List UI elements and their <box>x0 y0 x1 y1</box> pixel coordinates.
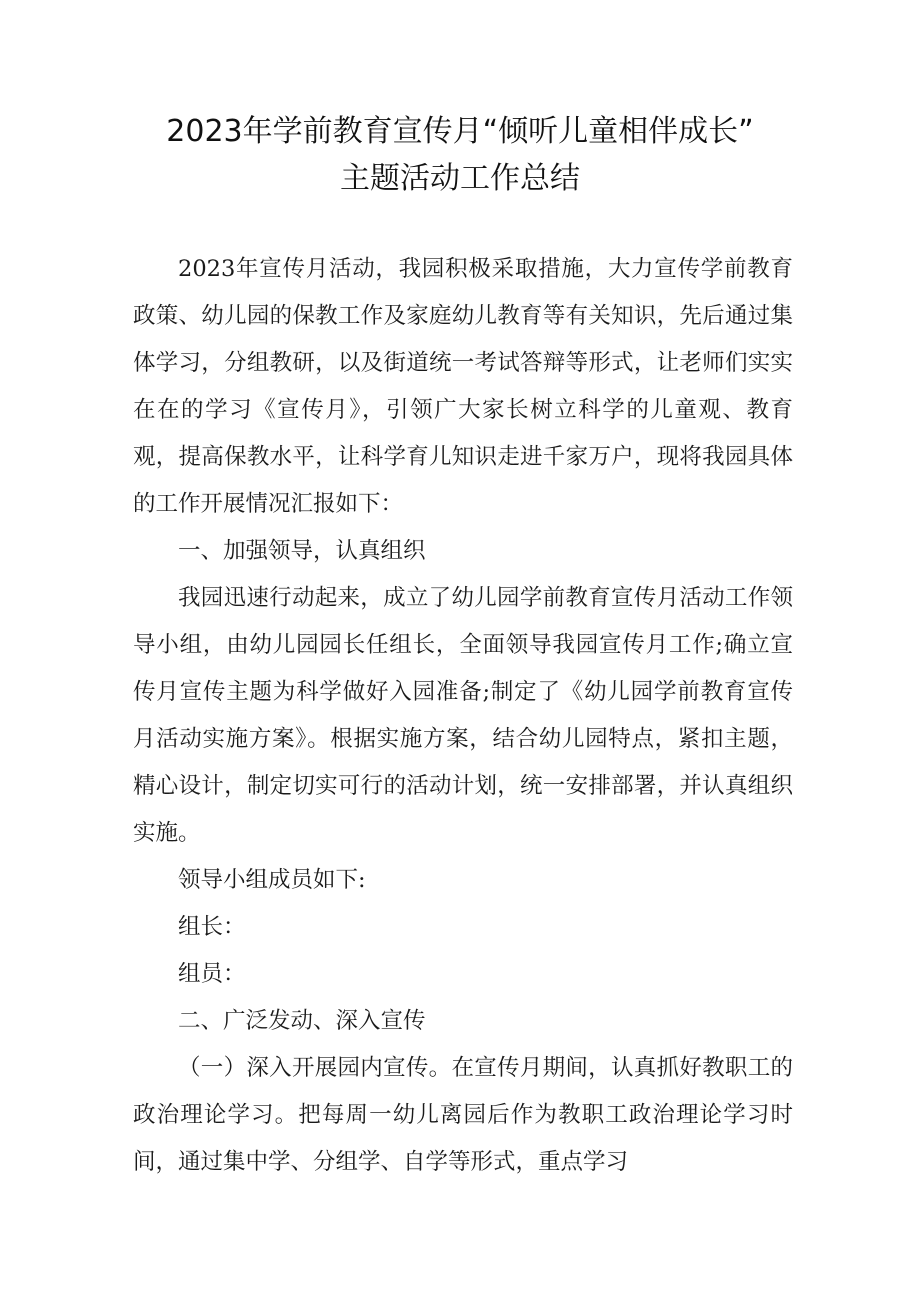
paragraph-intro: 2023年宣传月活动，我园积极采取措施，大力宣传学前教育政策、幼儿园的保教工作及家庭幼儿教育等有关知识，先后通过集体学习，分组教研，以及街道统一考试答辩等形式，让老师们实实在在的学习《宣传月》，引领广大家长树立科学的儿童观、教育观，提高保教水平，让科学育儿知识走进千家万户，现将我园具体的工作开展情况汇报如下： <box>133 256 793 517</box>
paragraph-leader: 组长： <box>178 914 246 940</box>
section-heading-1: 一、加强领导，认真组织 <box>178 538 426 564</box>
section-heading-2: 二、广泛发动、深入宣传 <box>178 1008 426 1034</box>
paragraph-leadership: 我园迅速行动起来，成立了幼儿园学前教育宣传月活动工作领导小组，由幼儿园园长任组长，全面领导我园宣传月工作;确立宣传月宣传主题为科学做好入园准备;制定了《幼儿园学前教育宣传月活动实施方案》。根据实施方案，结合幼儿园特点，紧扣主题，精心设计，制定切实可行的活动计划，统一安排部署，并认真组织实施。 <box>133 585 793 846</box>
document-title-line-1: 2023年学前教育宣传月“倾听儿童相伴成长” <box>166 114 754 149</box>
document-title-line-2: 主题活动工作总结 <box>340 161 580 196</box>
document-body <box>133 246 793 1186</box>
paragraph-members: 组员： <box>178 961 246 987</box>
paragraph-members-intro: 领导小组成员如下: <box>178 867 366 893</box>
paragraph-campus-publicity: （一）深入开展园内宣传。在宣传月期间，认真抓好教职工的政治理论学习。把每周一幼儿离园后作为教职工政治理论学习时间，通过集中学、分组学、自学等形式，重点学习 <box>133 1055 793 1175</box>
